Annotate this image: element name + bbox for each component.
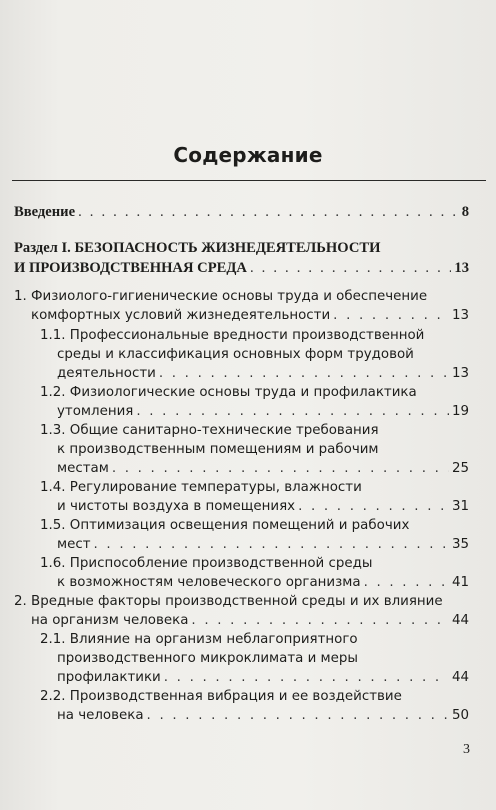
toc-entry-text: 1.2. Физиологические основы труда и профилактика bbox=[40, 385, 417, 400]
toc-entry-chapter-1[interactable] bbox=[14, 287, 469, 325]
toc-entry-text: мест bbox=[57, 537, 91, 552]
toc-entry-text: И ПРОИЗВОДСТВЕННАЯ СРЕДА bbox=[14, 260, 247, 276]
toc-entry-1-4[interactable] bbox=[40, 478, 469, 516]
toc-entry-text: и чистоты воздуха в помещениях bbox=[57, 499, 296, 514]
toc-entry-text: среды и классификация основных форм трудовой bbox=[57, 347, 414, 362]
toc-page-number: 44 bbox=[451, 613, 469, 628]
toc-page-number: 13 bbox=[451, 366, 469, 381]
toc-entry-text: 2.1. Влияние на организм неблагоприятного bbox=[40, 632, 358, 647]
page-title: Содержание bbox=[173, 143, 323, 167]
toc-page-number: 13 bbox=[451, 308, 469, 323]
toc-leader-dots bbox=[164, 668, 449, 687]
toc-entry-text: на организм человека bbox=[31, 613, 189, 628]
toc-entry-1-5[interactable] bbox=[40, 516, 469, 554]
toc-entry-2-2[interactable] bbox=[40, 687, 469, 725]
toc-entry-text: 2.2. Производственная вибрация и ее воздействие bbox=[40, 689, 402, 704]
toc-leader-dots bbox=[364, 573, 449, 592]
toc-page-number: 13 bbox=[454, 260, 469, 276]
toc-page-number: 19 bbox=[451, 404, 469, 419]
toc-page-number: 31 bbox=[451, 499, 469, 514]
toc-entry-text: к возможностям человеческого организма bbox=[57, 575, 361, 590]
toc-entry-text: Введение bbox=[14, 204, 76, 220]
toc-entry-chapter-2[interactable] bbox=[14, 592, 469, 630]
toc-leader-dots bbox=[78, 203, 459, 222]
toc-entry-text: 1.6. Приспособление производственной среды bbox=[40, 556, 373, 571]
toc-page-number: 35 bbox=[451, 537, 469, 552]
title-rule bbox=[12, 180, 486, 181]
toc-entry-text: 1.4. Регулирование температуры, влажности bbox=[40, 480, 362, 495]
toc-page-number: 8 bbox=[461, 204, 469, 220]
toc-leader-dots bbox=[250, 258, 451, 278]
toc-entry-text: комфортных условий жизнедеятельности bbox=[31, 308, 331, 323]
toc-leader-dots bbox=[112, 459, 449, 478]
toc-page-number: 50 bbox=[451, 708, 469, 723]
toc-page-number: 41 bbox=[451, 575, 469, 590]
toc-entry-text: профилактики bbox=[57, 670, 161, 685]
toc-entry-intro[interactable] bbox=[14, 203, 469, 222]
toc-entry-text: 1. Физиолого-гигиенические основы труда и обеспечение bbox=[14, 289, 428, 304]
toc-entry-text: 1.3. Общие санитарно-технические требования bbox=[40, 423, 379, 438]
toc-leader-dots bbox=[191, 611, 449, 630]
toc-leader-dots bbox=[94, 535, 449, 554]
toc-leader-dots bbox=[333, 306, 449, 325]
toc-page-number: 44 bbox=[451, 670, 469, 685]
toc-entry-text: утомления bbox=[57, 404, 134, 419]
toc-leader-dots bbox=[147, 706, 449, 725]
toc-page-number: 25 bbox=[451, 461, 469, 476]
toc-leader-dots bbox=[159, 364, 449, 383]
toc-entry-text: 1.5. Оптимизация освещения помещений и рабочих bbox=[40, 518, 410, 533]
toc-entry-section-1[interactable] bbox=[14, 238, 469, 278]
toc-entry-text: к производственным помещениям и рабочим bbox=[57, 442, 379, 457]
toc-entry-1-1[interactable] bbox=[40, 326, 469, 383]
toc-entry-text: 1.1. Профессиональные вредности производственной bbox=[40, 328, 425, 343]
toc-entry-text: на человека bbox=[57, 708, 144, 723]
toc-leader-dots bbox=[298, 497, 449, 516]
toc-entry-text: 2. Вредные факторы производственной среды и их влияние bbox=[14, 594, 443, 609]
toc-leader-dots bbox=[136, 402, 449, 421]
toc-entry-2-1[interactable] bbox=[40, 630, 469, 687]
toc-entry-text: деятельности bbox=[57, 366, 156, 381]
toc-entry-text: Раздел I. БЕЗОПАСНОСТЬ ЖИЗНЕДЕЯТЕЛЬНОСТИ bbox=[14, 240, 381, 256]
toc-entry-1-6[interactable] bbox=[40, 554, 469, 592]
toc-entry-1-2[interactable] bbox=[40, 383, 469, 421]
toc-entry-text: производственного микроклимата и меры bbox=[57, 651, 358, 666]
page-number: 3 bbox=[463, 742, 470, 757]
toc-entry-1-3[interactable] bbox=[40, 421, 469, 478]
toc-entry-text: местам bbox=[57, 461, 109, 476]
